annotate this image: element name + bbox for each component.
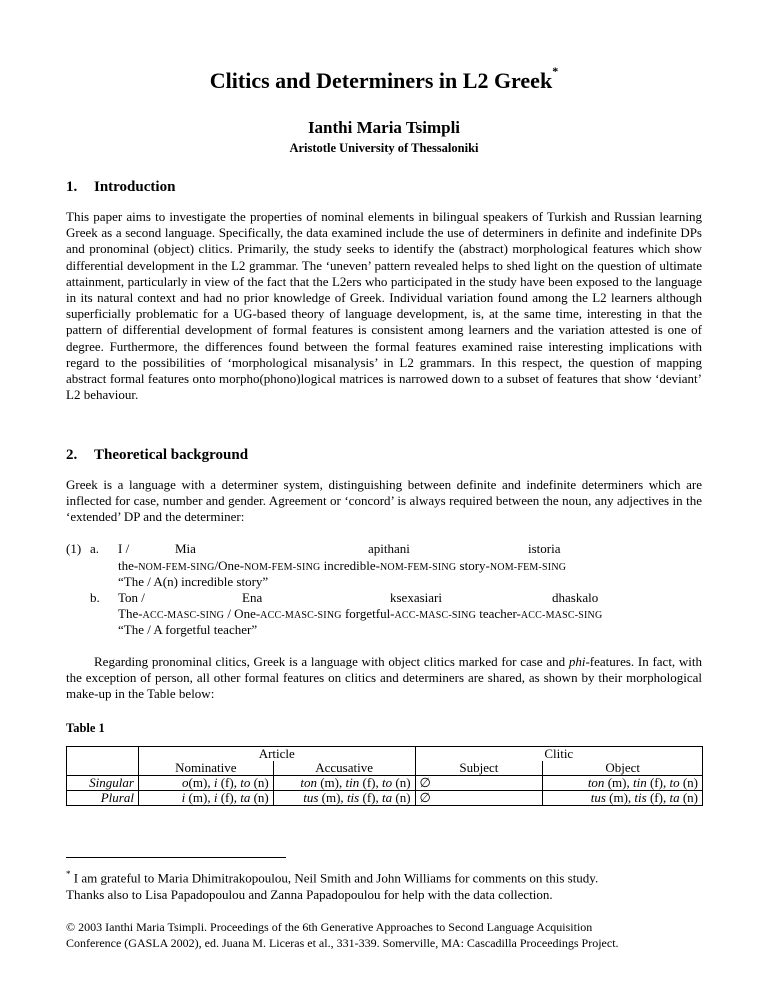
form: ta [240,790,251,805]
form: tin [345,775,360,790]
title-text: Clitics and Determiners in L2 Greek [209,68,553,93]
gender: (n) [250,775,269,790]
section-title: Theoretical background [94,447,249,463]
form: tin [632,775,647,790]
paragraph-italic: phi [568,654,586,669]
col-header-object: Object [543,761,703,776]
form: tis [346,790,360,805]
example-b-word-1: Ton / [118,590,145,605]
gender: (m), [604,775,633,790]
gender: (n) [392,790,411,805]
gender: (f), [359,790,382,805]
gender: (f), [217,790,241,805]
gloss-smallcaps: ACC-MASC-SING [394,610,477,621]
paragraph-text: Regarding pronominal clitics, Greek is a language with object clitics marked for case and [94,654,569,669]
gloss-smallcaps: NOM-FEM-SING [379,562,457,573]
gloss-smallcaps: NOM-FEM-SING [138,562,215,573]
gloss-part: story- [456,558,490,573]
example-number: (1) [66,541,82,556]
cell-accusative [273,791,415,806]
clitics-paragraph [66,654,702,703]
col-header-nominative: Nominative [138,761,273,776]
example-b-gloss [118,606,602,622]
row-label [67,776,139,791]
form: o [182,775,189,790]
gender: (m), [185,790,214,805]
row-label [67,791,139,806]
gloss-part: forgetful- [341,606,395,621]
paper-title [0,64,768,94]
gender: (n) [679,775,698,790]
gender: (n) [679,790,698,805]
gloss-part: the- [118,558,139,573]
footnote-rule [66,857,286,858]
gloss-part: teacher- [476,606,521,621]
gender: (n) [392,775,411,790]
form: to [669,775,680,790]
form: i [181,790,186,805]
row-label-text: Plural [100,790,134,805]
gloss-part: incredible- [320,558,380,573]
section-title: Introduction [94,179,176,195]
cell-subject: ∅ [415,776,543,791]
cell-object [543,776,703,791]
table-header-row [67,761,703,776]
footnote-line: Thanks also to Lisa Papadopoulou and Zanna Papadopoulou for help with the data collection. [66,887,553,903]
author-affiliation: Aristotle University of Thessaloniki [289,141,479,155]
gender: (m), [318,790,347,805]
footnote-line [66,866,706,886]
title-footnote-mark: * [552,64,559,78]
row-label-text: Singular [89,775,134,790]
gloss-smallcaps: ACC-MASC-SING [520,610,603,621]
copyright-line: Conference (GASLA 2002), ed. Juana M. Liceras et al., 331-339. Somerville, MA: Cascadilla Proceedings Project. [66,935,619,950]
paragraph-text: -features. In fact, with the exception of person, all other formal features on clitics and determiners are shared, as shown by their morphological make-up in the Table below: [66,654,703,702]
form: to [240,775,251,790]
gender: (n) [250,790,269,805]
example-b-label: b. [90,590,100,605]
gender: (f), [359,775,382,790]
col-header-subject: Subject [415,761,543,776]
form: tus [303,790,319,805]
intro-paragraph: This paper aims to investigate the properties of nominal elements in bilingual speakers of Turkish and Russian learning Greek as a second language. Specifically, the data examined include the use of determiners in definite and indefinite DPs and pronominal (object) clitics. Primarily, the study seeks to identify the (abstract) morphological features which show differential development in the L2 grammar. The ‘uneven’ pattern revealed helps to shed light on the question of ultimate attainment, particularly in view of the fact that the L2ers who participated in the study have been exposed to the language in its natural context and had no prior knowledge of Greek. Individual variation found among the L2 learners although superficially problematic for a UG-based theory of language development, is, at the same time, interesting in that the pattern of differential development of formal features is consistent among learners and the variation attested is one of degree. Furthermore, the differences found between the formal features examined raise interesting implications with regard to the possibilities of ‘morphological misanalysis’ in L2 grammars. In this respect, the question of mapping abstract formal features onto morpho(phono)logical matrices is narrowed down to a subset of features that show ‘deviant’ L2 behaviour. [66,209,702,403]
gloss-part: /One- [214,558,245,573]
table-group-clitic: Clitic [415,747,702,762]
form: to [381,775,393,790]
section-number: 2. [66,447,78,463]
footnote [66,866,706,903]
table-group-header-row [67,747,703,762]
copyright-notice [66,920,716,951]
gloss-part: The- [118,606,143,621]
table-group-article: Article [138,747,415,762]
footnote-text: I am grateful to Maria Dhimitrakopoulou, Neil Smith and John Williams for comments on this study. [70,870,599,886]
form: tis [634,790,647,805]
table-1 [66,746,703,806]
author-name: Ianthi Maria Tsimpli [307,118,461,137]
gloss-part: / One- [224,606,261,621]
example-b-word-4: dhaskalo [552,590,599,605]
example-a-word-4: istoria [528,541,561,556]
cell-nominative [138,776,273,791]
section-number: 1. [66,179,78,195]
gender: (m), [605,790,635,805]
example-a-word-3: apithani [368,541,410,556]
table-corner-cell [67,747,139,762]
table-corner-cell [67,761,139,776]
gender: (f), [646,775,670,790]
gender: (m), [316,775,346,790]
gloss-smallcaps: ACC-MASC-SING [260,610,342,621]
form: i [213,790,218,805]
table-row [67,776,703,791]
example-b-translation: “The / A forgetful teacher” [118,622,258,637]
form: ton [587,775,605,790]
footnote-mark: * [66,869,71,879]
example-a-gloss [118,558,566,574]
background-paragraph: Greek is a language with a determiner system, distinguishing between definite and indefinite determiners which are inflected for case, number and gender. Agreement or ‘concord’ is always required between the noun, any adjectives in the ‘extended’ DP and the determiner: [66,477,702,525]
example-a-word-1: I / [118,541,130,556]
form: ta [381,790,393,805]
gloss-smallcaps: NOM-FEM-SING [489,562,567,573]
section-heading-background [66,447,248,464]
col-header-accusative: Accusative [273,761,415,776]
form: ta [669,790,680,805]
example-a-label: a. [90,541,100,556]
example-b-word-2: Ena [242,590,263,605]
cell-object [543,791,703,806]
gender: (f), [217,775,241,790]
form: ton [300,775,317,790]
example-a-translation: “The / A(n) incredible story” [118,574,269,589]
gloss-smallcaps: NOM-FEM-SING [244,562,321,573]
cell-subject: ∅ [415,791,543,806]
example-b-word-3: ksexasiari [390,590,442,605]
form: tus [590,790,606,805]
section-heading-introduction [66,179,175,196]
form: i [213,775,218,790]
cell-accusative [273,776,415,791]
gender: (f), [646,790,670,805]
copyright-line: © 2003 Ianthi Maria Tsimpli. Proceedings of the 6th Generative Approaches to Second Language Acquisition [66,920,593,934]
table-row [67,791,703,806]
gender: (m), [188,775,214,790]
example-a-word-2: Mia [175,541,196,556]
cell-nominative [138,791,273,806]
gloss-smallcaps: ACC-MASC-SING [142,610,225,621]
table-label: Table 1 [66,721,105,735]
